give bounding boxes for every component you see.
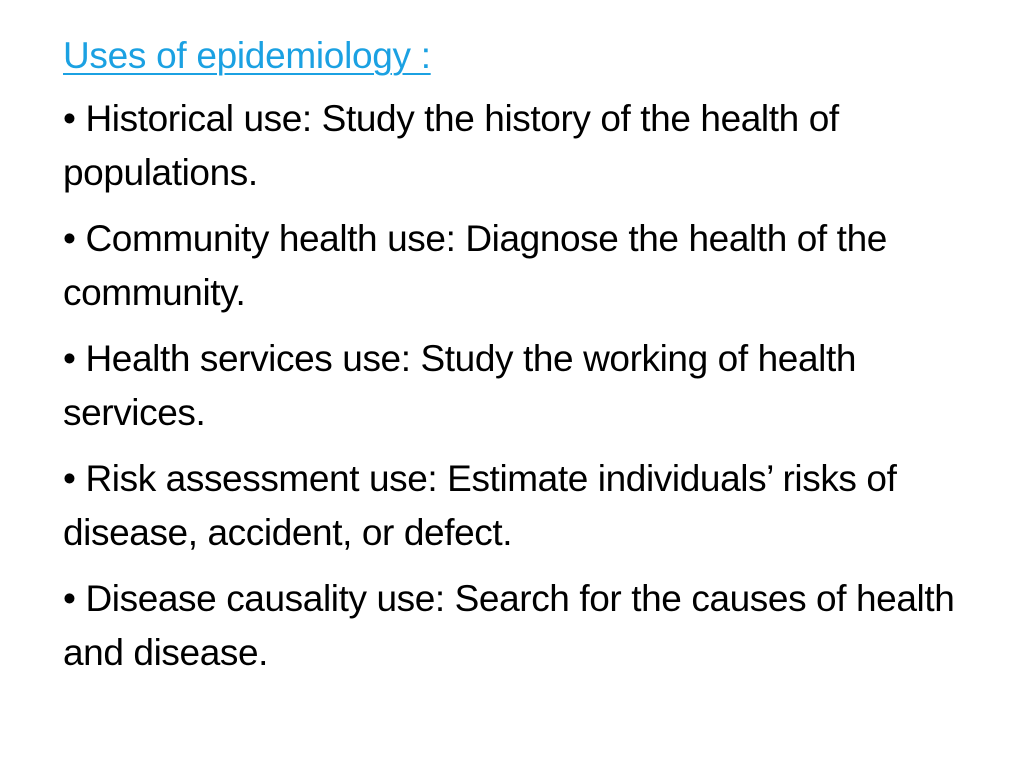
bullet-text: Risk assessment use: Estimate individuals’ risks of disease, accident, or defect.: [63, 458, 897, 553]
bullet-icon: •: [63, 338, 76, 379]
bullet-text: Community health use: Diagnose the health of the community.: [63, 218, 887, 313]
bullet-item-community: [63, 212, 1003, 320]
slide-title: Uses of epidemiology :: [63, 35, 431, 76]
bullet-text: Disease causality use: Search for the causes of health and disease.: [63, 578, 955, 673]
bullet-icon: •: [63, 578, 76, 619]
bullet-list: [63, 92, 1003, 680]
bullet-text: Health services use: Study the working of health services.: [63, 338, 857, 433]
bullet-icon: •: [63, 458, 76, 499]
bullet-text: Historical use: Study the history of the health of populations.: [63, 98, 839, 193]
bullet-item-risk-assessment: [63, 452, 1003, 560]
bullet-icon: •: [63, 98, 76, 139]
bullet-item-historical: [63, 92, 1003, 200]
bullet-icon: •: [63, 218, 76, 259]
bullet-item-disease-causality: [63, 572, 1003, 680]
slide-content: [63, 30, 1003, 692]
bullet-item-health-services: [63, 332, 1003, 440]
